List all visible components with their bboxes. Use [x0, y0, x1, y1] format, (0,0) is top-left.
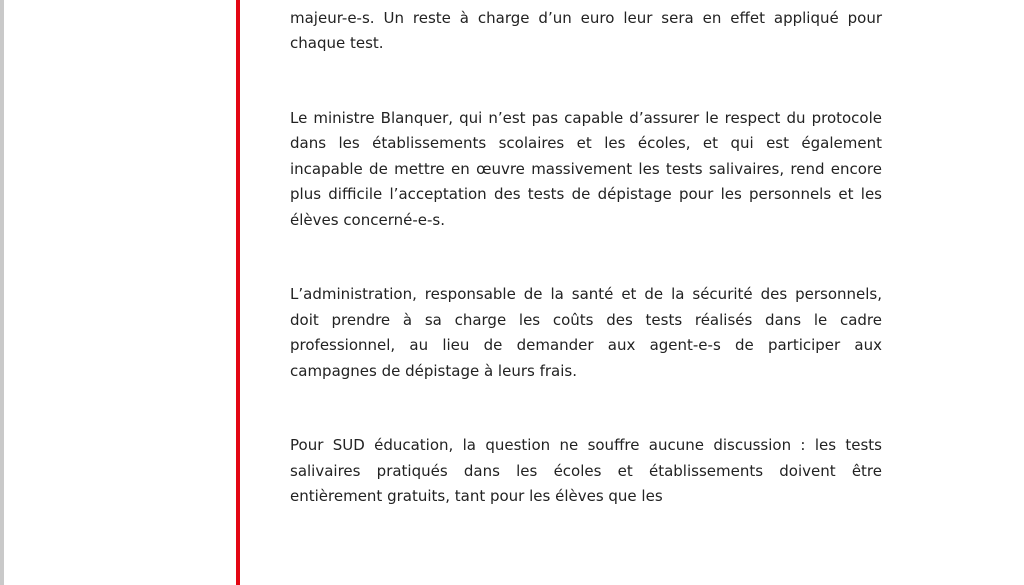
article-paragraph-2: Le ministre Blanquer, qui n’est pas capable d’assurer le respect du protocole dans les établissements scolaires et les écoles, et qui est également incapable de mettre en œuvre massivement les tests salivaires, rend encore plus difficile l’acceptation des tests de dépistage pour les personnels et les élèves concerné-e-s. — [290, 108, 882, 229]
page-left-border — [0, 0, 4, 585]
article-paragraph-1: majeur-e-s. Un reste à charge d’un euro leur sera en effet appliqué pour chaque test. — [290, 8, 882, 52]
article-accent-rule — [236, 0, 240, 585]
article-body — [290, 0, 882, 559]
article-paragraph-4: Pour SUD éducation, la question ne souffre aucune discussion : les tests salivaires pratiqués dans les écoles et établissements doivent être entièrement gratuits, tant pour les élèves que les — [290, 436, 882, 505]
article-paragraph-3: L’administration, responsable de la santé et de la sécurité des personnels, doit prendre à sa charge les coûts des tests réalisés dans le cadre professionnel, au lieu de demander aux agent-e-s de participer aux campagnes de dépistage à leurs frais. — [290, 285, 882, 380]
